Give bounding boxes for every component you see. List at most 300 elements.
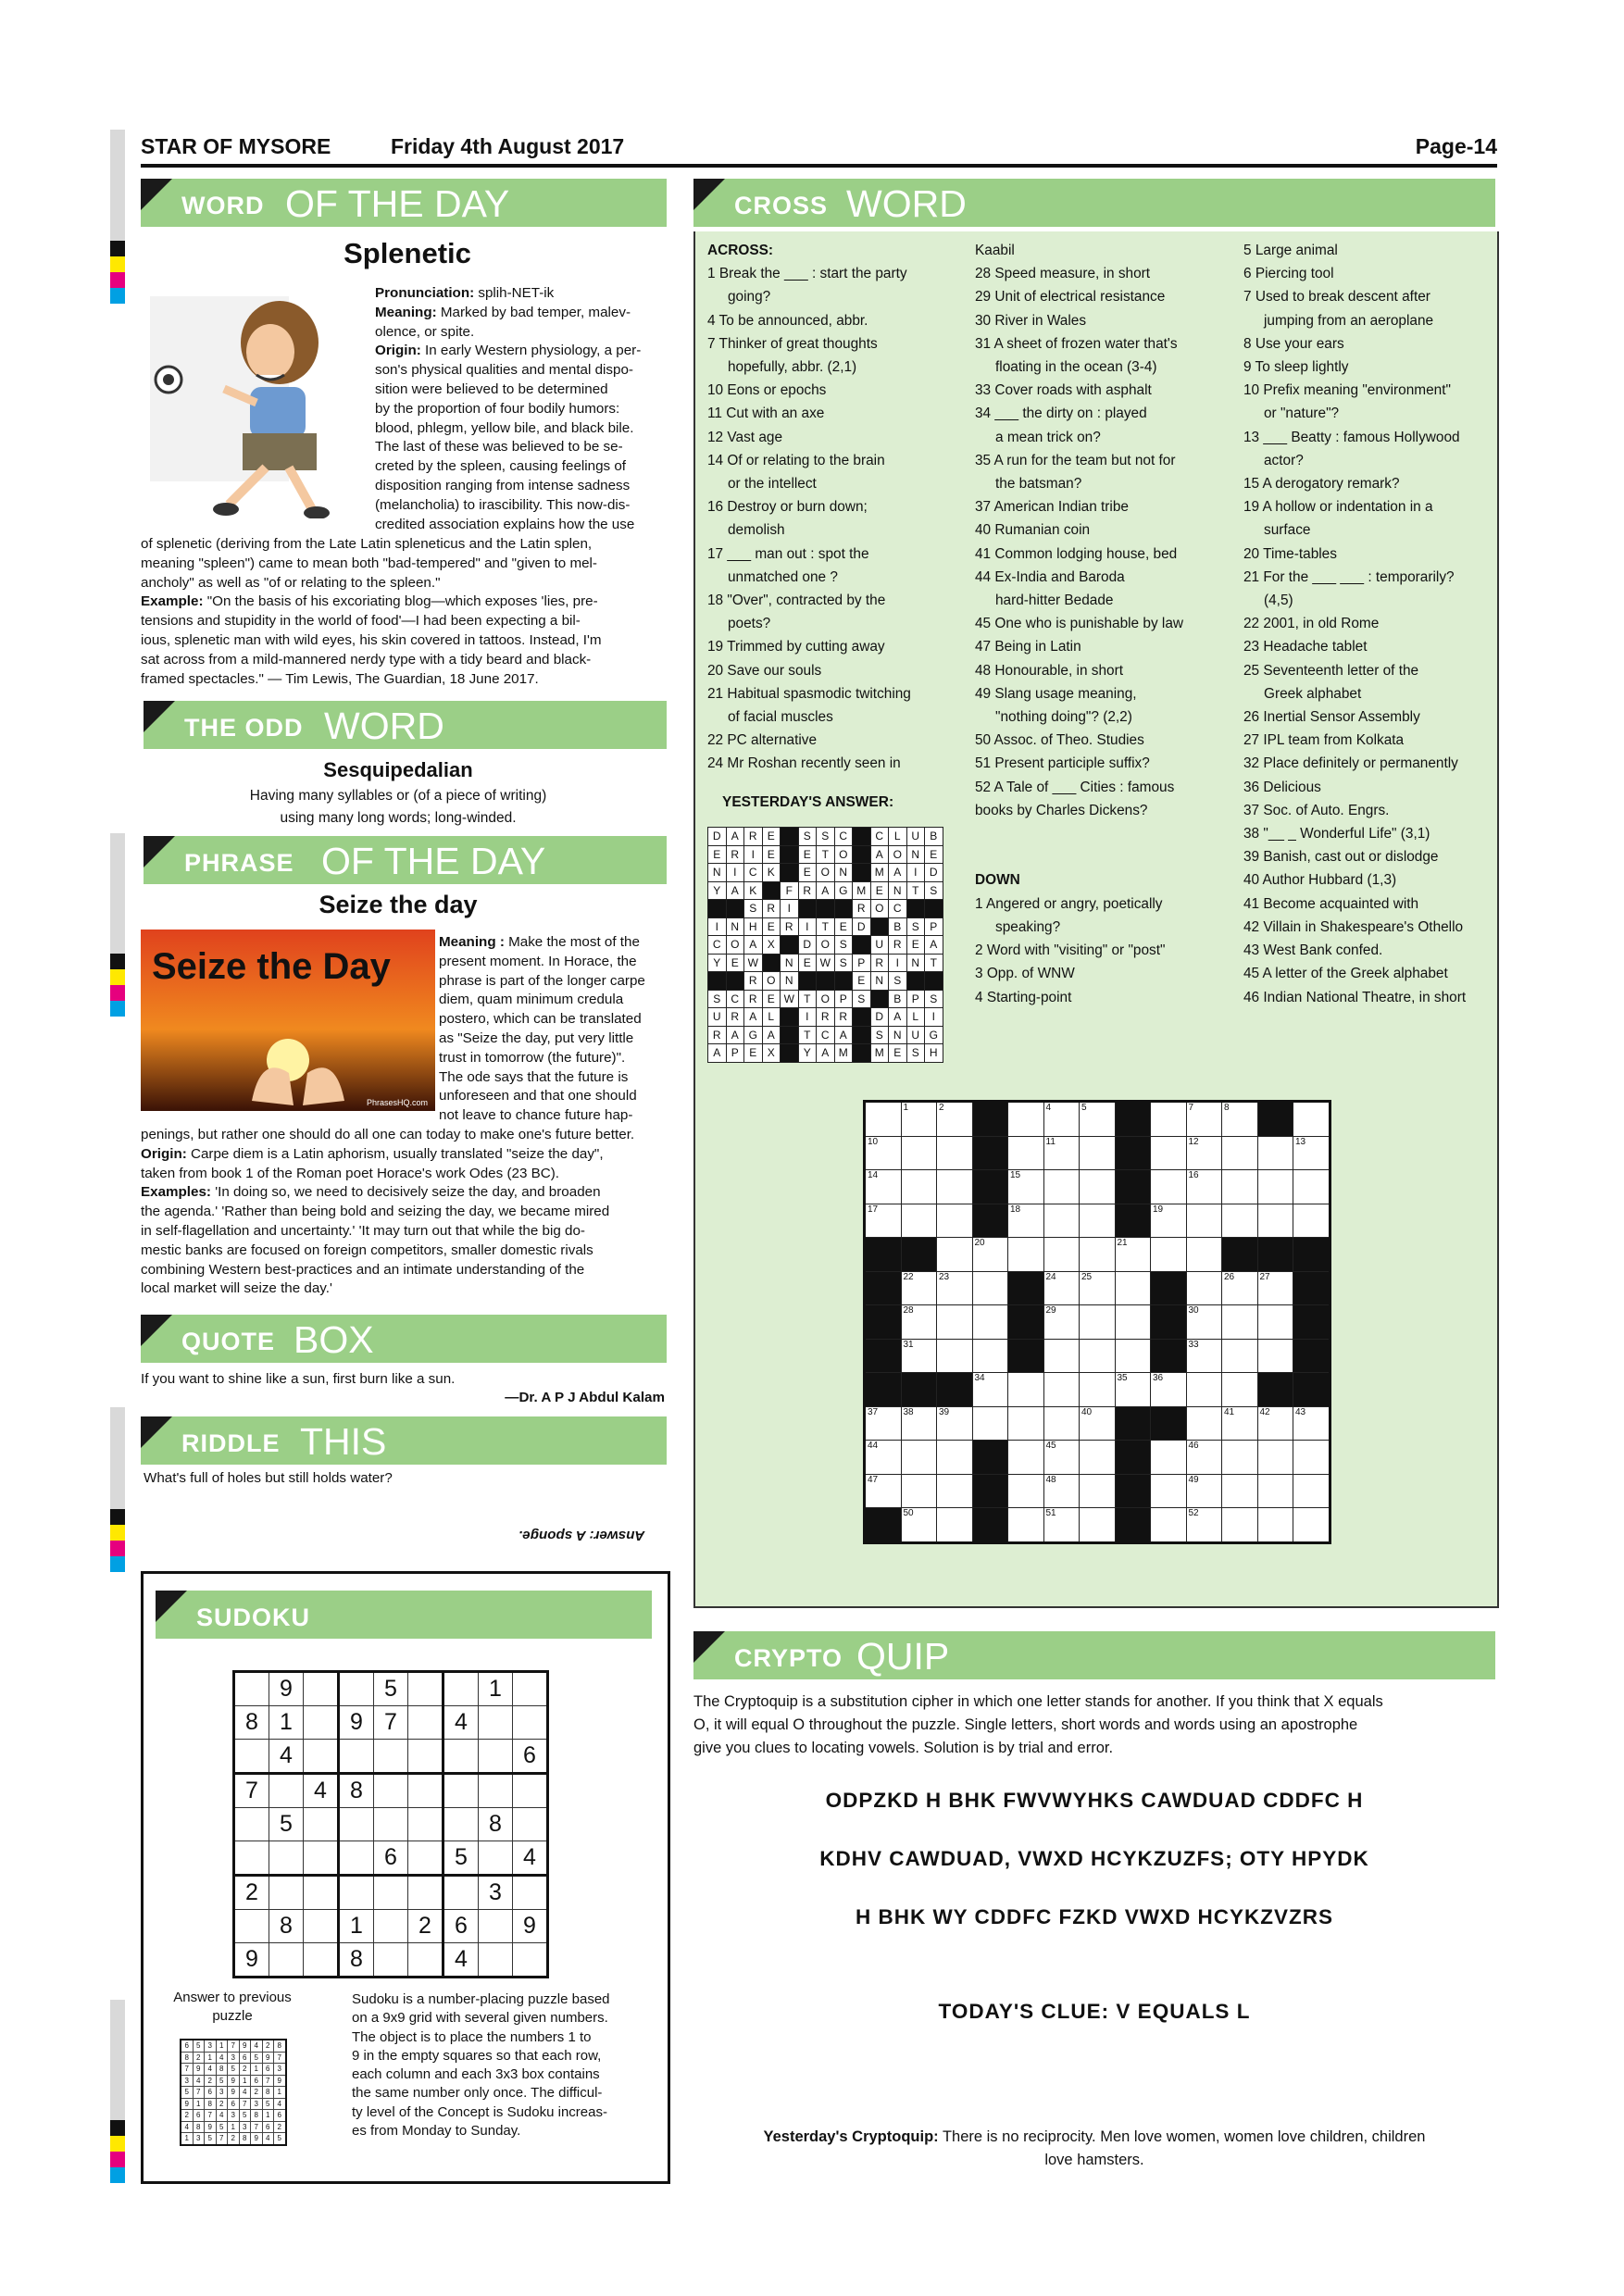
crossword-cell[interactable] [1080,1305,1116,1340]
crossword-cell[interactable] [1257,1474,1293,1508]
crossword-cell[interactable] [1222,1271,1258,1305]
crossword-cell[interactable] [865,1406,902,1441]
crossword-cell[interactable] [901,1406,937,1441]
crossword-cell[interactable] [1080,1441,1116,1475]
banner-label-small: CROSS [734,192,829,219]
sudoku-empty-cell[interactable] [408,1841,443,1876]
sudoku-empty-cell[interactable] [304,1740,339,1774]
crossword-cell[interactable] [1186,1238,1222,1272]
answer-cell: R [834,1008,853,1027]
crossword-cell[interactable] [937,1339,973,1373]
answer-cell: 7 [262,2075,274,2087]
sudoku-empty-cell[interactable] [443,1672,479,1706]
clue-line: 26 Inertial Sensor Assembly [1243,709,1420,726]
crossword-cell[interactable] [1043,1170,1080,1204]
crossword-cell[interactable] [1257,1170,1293,1204]
sudoku-empty-cell[interactable] [479,1841,513,1876]
crossword-cell[interactable] [937,1136,973,1170]
text-line: son's physical qualities and mental dispo- [375,362,633,379]
text-line: postero, which can be translated [439,1011,642,1028]
crossword-cell[interactable] [901,1508,937,1543]
crossword-cell[interactable] [865,1441,902,1475]
clue-number: 49 [1188,1474,1199,1485]
clue-line: 24 Mr Roshan recently seen in [707,755,901,772]
clue-line: 32 Place definitely or permanently [1243,755,1458,772]
clue-line: 19 A hollow or indentation in a [1243,499,1433,516]
crossword-cell[interactable] [1043,1204,1080,1238]
crossword-cell[interactable] [1008,1474,1044,1508]
crossword-cell[interactable] [937,1441,973,1475]
answer-cell: 4 [274,2098,286,2110]
answer-cell: C [708,936,727,955]
cryptoquip-line-2: KDHV CAWDUAD, VWXD HCYKZUZFS; OTY HPYDK [819,1847,1369,1870]
answer-cell [762,881,781,900]
clue-line: hard-hitter Bedade [995,593,1114,609]
sudoku-empty-cell[interactable] [269,1876,304,1910]
black-square [1151,1271,1187,1305]
crossword-banner [693,179,1495,227]
clue-line: 41 Become acquainted with [1243,895,1419,912]
crossword-cell[interactable] [1115,1339,1151,1373]
crossword-cell[interactable] [1222,1474,1258,1508]
crossword-cell[interactable] [1080,1474,1116,1508]
crossword-cell[interactable] [1080,1136,1116,1170]
answer-cell: G [744,1026,763,1044]
crossword-cell[interactable] [937,1238,973,1272]
clue-number: 2 [939,1103,944,1113]
crossword-cell[interactable] [1222,1170,1258,1204]
quote-author: —Dr. A P J Abdul Kalam [505,1390,665,1405]
crossword-cell[interactable] [1222,1441,1258,1475]
sudoku-empty-cell[interactable] [443,1808,479,1841]
sudoku-empty-cell[interactable] [339,1876,374,1910]
text-line: phrase is part of the longer carpe [439,972,645,989]
answer-cell: M [870,1044,889,1063]
crossword-cell[interactable] [1080,1102,1116,1137]
text-line: (melancholia) to irascibility. This now-dis- [375,496,631,513]
crossword-cell[interactable] [1080,1238,1116,1272]
crossword-cell[interactable] [901,1102,937,1137]
sudoku-empty-cell[interactable] [479,1740,513,1774]
crossword-cell[interactable] [1043,1339,1080,1373]
answer-cell: L [762,1008,781,1027]
crossword-cell[interactable] [865,1204,902,1238]
sudoku-given-cell: 8 [269,1910,304,1943]
answer-cell: U [906,1026,925,1044]
crossword-cell[interactable] [865,1170,902,1204]
answer-cell: 1 [205,2052,217,2064]
crossword-cell[interactable] [1080,1204,1116,1238]
sudoku-empty-cell[interactable] [234,1808,269,1841]
crossword-cell[interactable] [972,1271,1008,1305]
crossword-cell[interactable] [1186,1373,1222,1407]
crossword-cell[interactable] [1186,1271,1222,1305]
crossword-cell[interactable] [1186,1170,1222,1204]
answer-cell: A [925,936,943,955]
crossword-cell[interactable] [1222,1136,1258,1170]
answer-cell: D [708,828,727,846]
crossword-cell[interactable] [1186,1136,1222,1170]
sudoku-given-cell: 2 [234,1876,269,1910]
phrase-meaning [439,933,667,1126]
answer-cell: C [726,990,744,1008]
crossword-cell[interactable] [1257,1441,1293,1475]
crossword-cell[interactable] [937,1474,973,1508]
answer-cell: T [817,845,835,864]
sudoku-empty-cell[interactable] [339,1740,374,1774]
sudoku-empty-cell[interactable] [443,1774,479,1808]
crossword-cell[interactable] [1008,1441,1044,1475]
answer-cell: 5 [205,2133,217,2145]
crossword-cell[interactable] [1008,1102,1044,1137]
clue-line: actor? [1264,452,1304,468]
sudoku-given-cell: 4 [304,1774,339,1808]
crossword-cell[interactable] [865,1474,902,1508]
sudoku-empty-cell[interactable] [269,1774,304,1808]
sudoku-empty-cell[interactable] [304,1672,339,1706]
sudoku-empty-cell[interactable] [304,1808,339,1841]
answer-cell: 6 [228,2098,240,2110]
text-line: as "Seize the day, put very little [439,1029,634,1046]
crossword-cell[interactable] [1257,1136,1293,1170]
crossword-cell[interactable] [1151,1170,1187,1204]
crossword-cell[interactable] [937,1271,973,1305]
text-line: 9 in the empty squares so that each row, [352,2047,602,2064]
clue-number: 28 [903,1305,914,1316]
sudoku-empty-cell[interactable] [443,1740,479,1774]
crossword-cell[interactable] [1043,1441,1080,1475]
crossword-cell[interactable] [1257,1339,1293,1373]
answer-cell: N [726,917,744,936]
crossword-cell[interactable] [1008,1204,1044,1238]
crossword-cell[interactable] [1043,1136,1080,1170]
crossword-cell[interactable] [1115,1238,1151,1272]
crossword-cell[interactable] [972,1305,1008,1340]
crossword-cell[interactable] [1186,1441,1222,1475]
answer-cell: I [744,845,763,864]
crossword-cell[interactable] [1080,1373,1116,1407]
crossword-cell[interactable] [1043,1271,1080,1305]
sudoku-empty-cell[interactable] [479,1706,513,1740]
answer-cell [853,864,871,882]
crossword-cell[interactable] [1043,1238,1080,1272]
clue-line: 34 ___ the dirty on : played [975,406,1147,422]
black-square [972,1102,1008,1137]
crossword-cell[interactable] [1008,1170,1044,1204]
crossword-cell[interactable] [937,1508,973,1543]
sudoku-empty-cell[interactable] [304,1943,339,1978]
banner-corner-icon [141,1315,172,1346]
sudoku-empty-cell[interactable] [479,1774,513,1808]
crossword-cell[interactable] [901,1204,937,1238]
sudoku-empty-cell[interactable] [513,1876,548,1910]
clue-number: 48 [1045,1474,1056,1485]
sudoku-empty-cell[interactable] [234,1740,269,1774]
registration-strip-mid [110,833,125,1017]
crossword-cell[interactable] [1151,1474,1187,1508]
crossword-cell[interactable] [1151,1102,1187,1137]
clue-line: 40 Author Hubbard (1,3) [1243,872,1397,889]
sudoku-empty-cell[interactable] [408,1740,443,1774]
text-line: framed spectacles." — Tim Lewis, The Guardian, 18 June 2017. [141,670,539,687]
answer-cell: E [762,990,781,1008]
clue-line: 39 Banish, cast out or dislodge [1243,849,1439,866]
sudoku-empty-cell[interactable] [513,1774,548,1808]
clue-number: 21 [1117,1238,1128,1248]
cryptoquip-line-1: ODPZKD H BHK FWVWYHKS CAWDUAD CDDFC H [825,1789,1364,1812]
crossword-cell[interactable] [1293,1170,1330,1204]
clue-line: floating in the ocean (3-4) [995,359,1157,376]
sudoku-empty-cell[interactable] [443,1876,479,1910]
sudoku-description [352,1990,646,2140]
crossword-cell[interactable] [937,1170,973,1204]
answer-cell: 8 [205,2098,217,2110]
sudoku-empty-cell[interactable] [339,1841,374,1876]
text-line: diem, quam minimum credula [439,992,624,1008]
banner-label-small: PHRASE [184,849,294,877]
clue-number: 22 [903,1271,914,1282]
crossword-cell[interactable] [1293,1102,1330,1137]
crossword-cell[interactable] [1186,1204,1222,1238]
answer-cell: 7 [239,2098,251,2110]
crossword-cell[interactable] [1008,1508,1044,1543]
text-line: olence, or spite. [375,323,475,340]
clue-line: 21 Habitual spasmodic twitching [707,685,911,702]
answer-cell: K [762,864,781,882]
crossword-cell[interactable] [1257,1204,1293,1238]
sudoku-empty-cell[interactable] [479,1910,513,1943]
sudoku-empty-cell[interactable] [339,1672,374,1706]
crossword-cell[interactable] [972,1373,1008,1407]
sudoku-empty-cell[interactable] [304,1910,339,1943]
sudoku-given-cell: 9 [234,1943,269,1978]
sudoku-empty-cell[interactable] [234,1672,269,1706]
crossword-cell[interactable] [1115,1373,1151,1407]
sudoku-given-cell: 9 [513,1910,548,1943]
crossword-cell[interactable] [901,1441,937,1475]
black-square [1008,1339,1044,1373]
text-line: disposition ranging from intense sadness [375,477,631,493]
crossword-cell[interactable] [901,1170,937,1204]
clue-line: 10 Prefix meaning "environment" [1243,382,1451,399]
text-line: trust in tomorrow (the future)". [439,1049,626,1066]
crossword-cell[interactable] [1151,1204,1187,1238]
crossword-cell[interactable] [1151,1373,1187,1407]
crossword-cell[interactable] [1080,1406,1116,1441]
crossword-cell[interactable] [1008,1136,1044,1170]
crossword-cell[interactable] [972,1406,1008,1441]
sudoku-empty-cell[interactable] [374,1943,408,1978]
crossword-cell[interactable] [1186,1102,1222,1137]
answer-cell: 2 [239,2064,251,2076]
crossword-cell[interactable] [1008,1373,1044,1407]
sudoku-empty-cell[interactable] [408,1808,443,1841]
crossword-cell[interactable] [901,1339,937,1373]
word-of-day-etymology [141,535,665,689]
crossword-cell[interactable] [1043,1305,1080,1340]
sudoku-empty-cell[interactable] [408,1672,443,1706]
answer-cell: 6 [239,2052,251,2064]
sudoku-empty-cell[interactable] [408,1774,443,1808]
clue-number: 8 [1224,1103,1230,1113]
crossword-cell[interactable] [1115,1305,1151,1340]
black-square [1151,1305,1187,1340]
crossword-cell[interactable] [1186,1406,1222,1441]
answer-cell: P [853,954,871,972]
crossword-cell[interactable] [901,1136,937,1170]
answer-cell: H [925,1044,943,1063]
crossword-cell[interactable] [1080,1508,1116,1543]
text-line: of splenetic (deriving from the Late Latin spleneticus and the Latin splen, [141,536,593,552]
answer-cell: R [726,1008,744,1027]
crossword-cell[interactable] [1222,1406,1258,1441]
crossword-cell[interactable] [1151,1136,1187,1170]
crossword-cell[interactable] [1186,1508,1222,1543]
sudoku-empty-cell[interactable] [234,1910,269,1943]
answer-cell: 4 [181,2121,193,2133]
crossword-cell[interactable] [1043,1508,1080,1543]
sudoku-empty-cell[interactable] [408,1706,443,1740]
sudoku-empty-cell[interactable] [374,1876,408,1910]
clue-line: 18 "Over", contracted by the [707,593,886,609]
crossword-cell[interactable] [1080,1339,1116,1373]
crossword-cell[interactable] [1043,1373,1080,1407]
black-square [1115,1406,1151,1441]
text-line: on a 9x9 grid with several given numbers. [352,2010,608,2027]
sudoku-empty-cell[interactable] [304,1876,339,1910]
text-line: Meaning: Marked by bad temper, malev- [375,304,631,320]
sudoku-empty-cell[interactable] [513,1943,548,1978]
sudoku-grid[interactable] [232,1670,549,1978]
crossword-cell[interactable] [865,1102,902,1137]
crossword-cell[interactable] [972,1339,1008,1373]
crossword-cell[interactable] [1222,1508,1258,1543]
crossword-cell[interactable] [1043,1474,1080,1508]
crossword-grid[interactable] [863,1100,1331,1544]
sudoku-empty-cell[interactable] [269,1841,304,1876]
sudoku-empty-cell[interactable] [269,1943,304,1978]
crossword-cell[interactable] [1257,1305,1293,1340]
answer-cell: A [889,864,907,882]
crossword-cell[interactable] [1008,1238,1044,1272]
crossword-cell[interactable] [937,1305,973,1340]
crossword-cell[interactable] [1222,1102,1258,1137]
sudoku-empty-cell[interactable] [304,1841,339,1876]
crossword-cell[interactable] [1151,1441,1187,1475]
sudoku-empty-cell[interactable] [374,1910,408,1943]
crossword-cell[interactable] [1293,1406,1330,1441]
answer-cell: C [870,828,889,846]
answer-cell: I [726,864,744,882]
answer-cell: A [817,1044,835,1063]
answer-cell: W [781,990,799,1008]
text-line: The Cryptoquip is a substitution cipher in which one letter stands for another. If you think that X equals [693,1693,1383,1710]
crossword-cell[interactable] [901,1271,937,1305]
sudoku-empty-cell[interactable] [513,1706,548,1740]
answer-cell: S [870,1026,889,1044]
crossword-cell[interactable] [1008,1406,1044,1441]
sudoku-empty-cell[interactable] [234,1841,269,1876]
answer-cell: 7 [181,2064,193,2076]
sudoku-empty-cell[interactable] [374,1740,408,1774]
crossword-cell[interactable] [1293,1508,1330,1543]
answer-cell: K [744,881,763,900]
crossword-cell[interactable] [937,1102,973,1137]
crossword-cell[interactable] [1222,1204,1258,1238]
crossword-cell[interactable] [1115,1271,1151,1305]
crossword-cell[interactable] [1257,1271,1293,1305]
crossword-cell[interactable] [1293,1136,1330,1170]
black-square [972,1508,1008,1543]
crossword-cell[interactable] [1257,1406,1293,1441]
crossword-cell[interactable] [972,1238,1008,1272]
sudoku-given-cell: 4 [443,1706,479,1740]
answer-cell: O [889,845,907,864]
answer-cell [834,972,853,991]
crossword-cell[interactable] [937,1204,973,1238]
text-line: not leave to chance future hap- [439,1107,633,1124]
crossword-cell[interactable] [1293,1204,1330,1238]
banner-label-big: THIS [300,1420,387,1463]
crossword-cell[interactable] [1257,1508,1293,1543]
sudoku-empty-cell[interactable] [479,1943,513,1978]
clue-line [975,845,1243,868]
crossword-cell[interactable] [901,1305,937,1340]
answer-cell: 3 [228,2052,240,2064]
sudoku-empty-cell[interactable] [304,1706,339,1740]
sudoku-empty-cell[interactable] [513,1672,548,1706]
crossword-cell[interactable] [865,1136,902,1170]
answer-cell: 1 [181,2133,193,2145]
answer-cell [870,990,889,1008]
crossword-cell[interactable] [1151,1508,1187,1543]
crossword-cell[interactable] [1186,1474,1222,1508]
black-square [937,1373,973,1407]
crossword-cell[interactable] [1080,1170,1116,1204]
crossword-cell[interactable] [1043,1406,1080,1441]
crossword-cell[interactable] [1043,1102,1080,1137]
answer-cell: A [744,1008,763,1027]
crossword-cell[interactable] [1222,1373,1258,1407]
answer-cell: S [889,972,907,991]
text-line: creted by the spleen, causing feelings of [375,458,627,475]
sudoku-empty-cell[interactable] [339,1808,374,1841]
crossword-cell[interactable] [1186,1339,1222,1373]
crossword-cell[interactable] [1222,1305,1258,1340]
sudoku-empty-cell[interactable] [513,1808,548,1841]
sudoku-empty-cell[interactable] [408,1943,443,1978]
sudoku-empty-cell[interactable] [374,1808,408,1841]
crossword-cell[interactable] [1222,1339,1258,1373]
crossword-cell[interactable] [1080,1271,1116,1305]
text-line: Origin: Carpe diem is a Latin aphorism, usually translated "seize the day", [141,1145,604,1162]
crossword-cell[interactable] [1186,1305,1222,1340]
answer-cell [781,845,799,864]
black-square [1115,1474,1151,1508]
crossword-cell[interactable] [1151,1238,1187,1272]
answer-cell [781,1026,799,1044]
crossword-cell[interactable] [1293,1441,1330,1475]
answer-cell: 3 [274,2064,286,2076]
answer-cell: R [744,828,763,846]
crossword-cell[interactable] [1293,1474,1330,1508]
clue-line: 37 Soc. of Auto. Engrs. [1243,802,1390,818]
crossword-cell[interactable] [937,1406,973,1441]
sudoku-empty-cell[interactable] [374,1774,408,1808]
answer-cell: 1 [251,2064,263,2076]
crossword-cell[interactable] [901,1474,937,1508]
sudoku-empty-cell[interactable] [408,1876,443,1910]
